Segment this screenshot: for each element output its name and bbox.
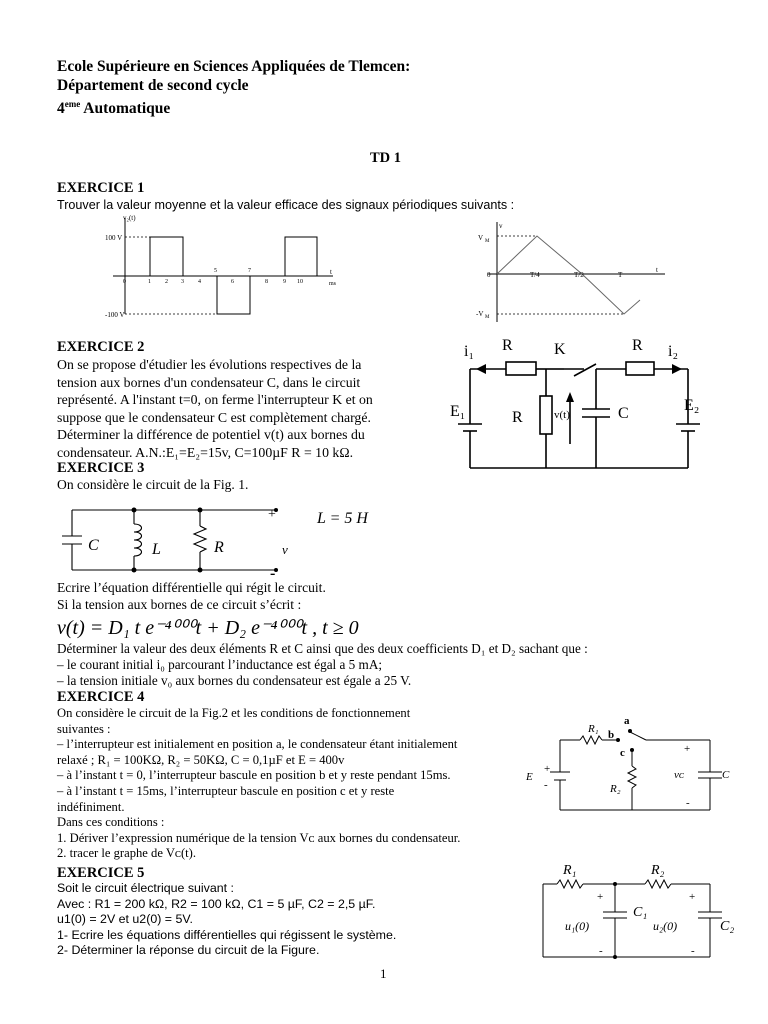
class-sup: eme xyxy=(64,99,81,109)
ex4-text xyxy=(57,706,512,862)
ex1-fig1-tick: 1 xyxy=(148,279,151,285)
ex4-a: a xyxy=(624,715,630,727)
ex2-line: On se propose d'étudier les évolutions respectives de la xyxy=(57,357,362,372)
ex3-heading: EXERCICE 3 xyxy=(57,460,145,476)
ex4-line: 1. Dériver l’expression numérique de la tension Vᴄ aux bornes du condensateur. xyxy=(57,830,461,845)
ex1-fig1-tick: 10 xyxy=(297,279,303,285)
ex1-heading: EXERCICE 1 xyxy=(57,180,145,196)
ex3-line3: Déterminer la valeur des deux éléments R et C ainsi que des deux coefficients D₁ et D₂ sachant que : xyxy=(57,641,588,656)
ex4-c: c xyxy=(620,747,625,759)
ex5-plus-2: + xyxy=(689,891,696,903)
ex2-E1: E₁ xyxy=(450,403,466,420)
ex3-line2: Si la tension aux bornes de ce circuit s’écrit : xyxy=(57,597,302,612)
ex4-R1: R₁ xyxy=(588,723,599,735)
class-level xyxy=(57,95,170,118)
ex1-fig2-vm: V xyxy=(478,234,484,242)
ex1-fig1-unit: ms xyxy=(329,281,337,287)
ex3-plus: + xyxy=(268,507,276,522)
ex4-E: E xyxy=(526,771,533,783)
ex1-fig2-vm-sub: M xyxy=(485,239,490,244)
ex4-line: – l’interrupteur est initialement en position a, le condensateur étant initialement xyxy=(57,737,458,752)
ex5-line: u1(0) = 2V et u2(0) = 5V. xyxy=(57,912,193,927)
page-number: 1 xyxy=(380,966,387,981)
ex1-fig1-tick: 7 xyxy=(248,268,251,274)
class-name: Automatique xyxy=(80,100,171,118)
ex2-line: condensateur. A.N.:E₁=E₂=15v, C=100µF R = 10 kΩ. xyxy=(57,444,354,460)
ex1-fig1-tick: 4 xyxy=(198,279,201,285)
ex2-K-label: K xyxy=(554,341,566,358)
ex4-line: Dans ces conditions : xyxy=(57,815,165,830)
ex2-line: suppose que le condensateur C est complètement chargé. xyxy=(57,409,371,425)
ex1-fig1-tick: 5 xyxy=(214,268,217,274)
ex2-R-label: R xyxy=(502,337,513,354)
ex1-triangle-wave-figure xyxy=(470,218,670,326)
ex5-C2: C₂ xyxy=(720,919,735,934)
ex2-heading: EXERCICE 2 xyxy=(57,339,145,355)
ex1-fig1-ytop: 100 V xyxy=(105,234,123,242)
ex1-fig1-tick: 3 xyxy=(181,279,184,285)
ex4-line: indéfiniment. xyxy=(57,799,125,814)
ex4-b: b xyxy=(608,729,615,741)
ex3-v: v xyxy=(282,542,288,557)
ex5-line: Soit le circuit électrique suivant : xyxy=(57,881,234,895)
ex4-line: On considère le circuit de la Fig.2 et les conditions de fonctionnement xyxy=(57,706,411,720)
ex2-text xyxy=(57,356,437,462)
ex5-line: Avec : R1 = 200 kΩ, R2 = 100 kΩ, C1 = 5 µF, C2 = 2,5 µF. xyxy=(57,896,376,911)
ex5-line: 2- Déterminer la réponse du circuit de la Figure. xyxy=(57,943,320,958)
ex5-line: 1- Ecrire les équations différentielles qui régissent le système. xyxy=(57,927,397,942)
ex2-i2: i₂ xyxy=(668,343,679,360)
ex5-u2: u₂(0) xyxy=(653,919,678,933)
ex5-heading: EXERCICE 5 xyxy=(57,865,145,881)
ex3-line5: – la tension initiale v₀ aux bornes du condensateur est égale a 25 V. xyxy=(57,673,412,688)
ex2-circuit xyxy=(446,334,708,474)
ex2-line: tension aux bornes d'un condensateur C, dans le circuit xyxy=(57,374,361,390)
ex5-R1: R₁ xyxy=(563,863,577,878)
ex3-minus: - xyxy=(270,565,276,580)
department: Département de second cycle xyxy=(57,77,249,94)
ex4-plus-E: + xyxy=(544,763,551,775)
ex4-line: 2. tracer le graphe de Vᴄ(t). xyxy=(57,846,197,861)
ex5-minus-2: - xyxy=(691,945,695,957)
ex5-minus-1: - xyxy=(599,945,603,957)
ex4-vc: vᴄ xyxy=(674,769,684,781)
ex3-line4: – le courant initial i₀ parcourant l’inductance est égal a 5 mA; xyxy=(57,657,383,672)
ex3-L: L xyxy=(152,541,161,558)
ex3-C: C xyxy=(88,537,99,554)
ex1-square-wave-figure xyxy=(105,212,345,322)
ex1-fig1-tick: 9 xyxy=(283,279,286,285)
ex4-C: C xyxy=(722,769,730,781)
ex1-fig1-ybot: -100 V xyxy=(105,311,125,319)
ex5-u1: u₁(0) xyxy=(565,919,590,933)
ex2-line: Déterminer la différence de potentiel v(t) aux bornes du xyxy=(57,427,365,443)
ex2-E2: E₂ xyxy=(684,397,700,414)
ex4-plus-C: + xyxy=(684,743,691,755)
ex1-fig2-tick: T xyxy=(618,271,623,279)
ex1-fig1-tvar: t xyxy=(330,268,332,276)
ex3-circuit xyxy=(58,500,298,580)
ex5-C1: C₁ xyxy=(633,905,648,920)
school-name: Ecole Supérieure en Sciences Appliquées de Tlemcen: xyxy=(57,58,411,75)
ex2-vt: v(t) xyxy=(554,409,570,421)
ex1-text: Trouver la valeur moyenne et la valeur efficace des signaux périodiques suivants : xyxy=(57,198,515,212)
ex4-minus-E: - xyxy=(544,779,548,791)
ex4-heading: EXERCICE 4 xyxy=(57,689,145,705)
ex5-circuit xyxy=(535,862,745,970)
ex1-fig1-tick: 0 xyxy=(123,279,126,285)
ex2-R-label: R xyxy=(632,337,643,354)
ex1-fig2-t: t xyxy=(656,266,658,274)
ex3-intro: On considère le circuit de la Fig. 1. xyxy=(57,477,249,492)
ex5-text xyxy=(57,881,396,959)
ex1-fig2-zero: 0 xyxy=(487,271,491,279)
ex4-line: – à l’instant t = 15ms, l’interrupteur bascule en position c et y reste xyxy=(57,783,395,798)
ex2-line: représenté. A l'instant t=0, on ferme l'interrupteur K et on xyxy=(57,392,373,408)
ex1-fig1-tick: 8 xyxy=(265,279,268,285)
ex4-line: suivantes : xyxy=(57,721,111,736)
ex1-fig2-negvm-sub: M xyxy=(485,315,490,320)
ex5-R2: R₂ xyxy=(651,863,665,878)
doc-title: TD 1 xyxy=(370,150,402,166)
ex1-fig1-ylabel: v₂(t) xyxy=(123,214,136,222)
ex1-fig1-tick: 2 xyxy=(165,279,168,285)
ex3-formula: v(t) = D₁ t e⁻⁴⁰⁰⁰t + D₂ e⁻⁴⁰⁰⁰t , t ≥ 0 xyxy=(57,617,359,639)
ex4-line: relaxé ; R₁ = 100KΩ, R₂ = 50KΩ, C = 0,1µF et E = 400v xyxy=(57,752,345,767)
ex1-fig2-y: v xyxy=(499,222,503,230)
ex3-L-value: L = 5 H xyxy=(317,510,368,527)
ex3-line1: Ecrire l’équation différentielle qui régit le circuit. xyxy=(57,580,326,595)
ex1-fig1-tick: 6 xyxy=(231,279,234,285)
ex4-line: – à l’instant t = 0, l’interrupteur bascule en position b et y reste pendant 15ms. xyxy=(57,768,451,783)
class-number: 4 xyxy=(57,100,65,118)
ex2-C-label: C xyxy=(618,405,629,422)
ex4-R2: R₂ xyxy=(610,783,621,795)
ex2-R-label: R xyxy=(512,409,523,426)
ex1-fig2-tick: T/2 xyxy=(574,271,584,279)
ex1-fig2-negvm: -V xyxy=(476,310,484,318)
ex1-fig2-tick: T/4 xyxy=(530,271,540,279)
ex4-minus-C: - xyxy=(686,797,690,809)
ex5-plus-1: + xyxy=(597,891,604,903)
ex2-i1: i₁ xyxy=(464,343,475,360)
ex3-R: R xyxy=(214,539,224,556)
ex4-circuit xyxy=(520,710,750,820)
